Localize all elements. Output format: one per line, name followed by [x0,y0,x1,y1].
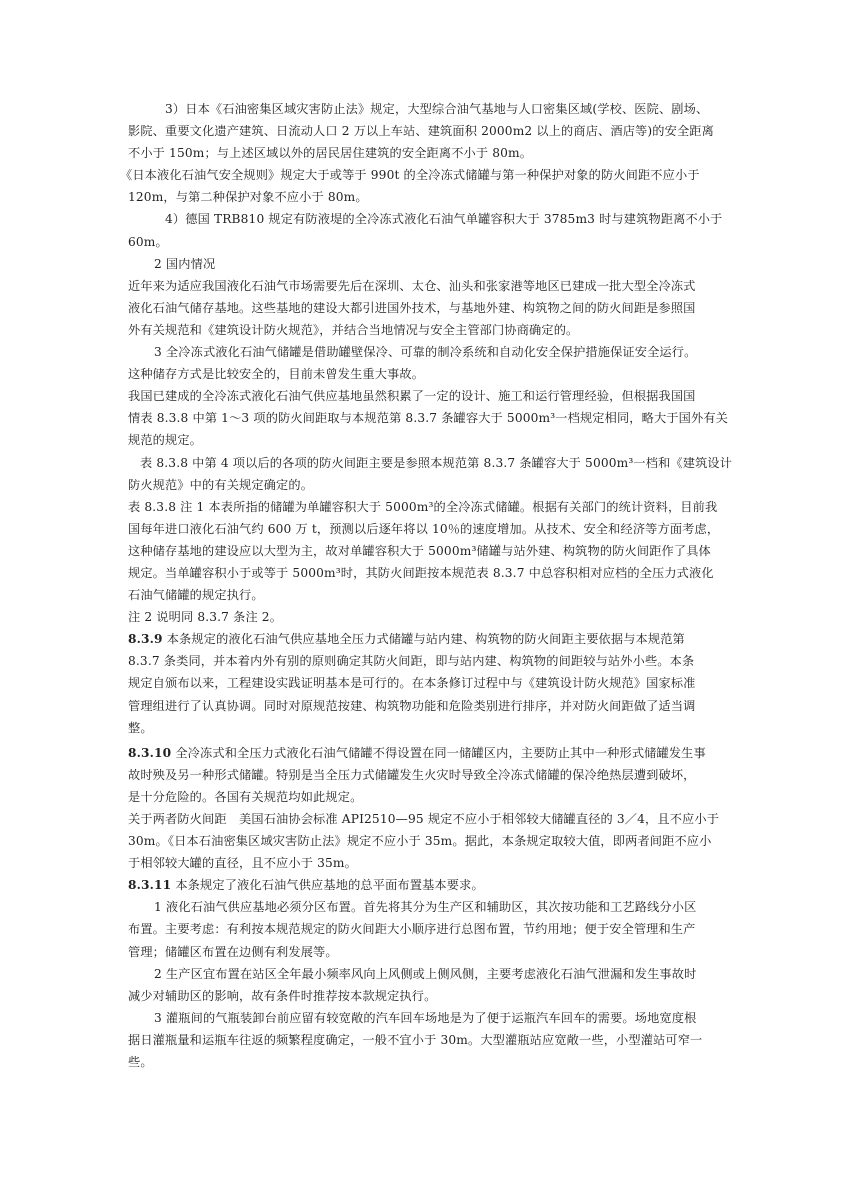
text-line: 注 2 说明同 8.3.7 条注 2。 [128,610,283,625]
text-line: 故时殃及另一种形式储罐。特别是当全压力式储罐发生火灾时导致全冷冻式储罐的保冷绝热层遭到破坏， [128,767,696,782]
clause-line [128,742,728,764]
text-line: 8.3.7 条类同，并本着内外有别的原则确定其防火间距，即与站内建、构筑物的间距较与站外小些。本条 [128,654,695,669]
clause-line [128,628,728,650]
text-line: 全冷冻式和全压力式液化石油气储罐不得设置在同一储罐区内，主要防止其中一种形式储罐发生事 [175,745,706,760]
text-line: 石油气储罐的规定执行。 [128,588,264,603]
text-line: 4）德国 TRB810 规定有防液堤的全冷冻式液化石油气单罐容积大于 3785m3 时与建筑物距离不小于 [165,212,723,227]
text-line: 整。 [128,720,153,735]
text-line: 外有关规范和《建筑设计防火规范》，并结合当地情况与安全主管部门协商确定的。 [128,322,579,337]
text-line: 不小于 150m；与上述区域以外的居民居住建筑的安全距离不小于 80m。 [128,146,533,161]
text-line: 这种储存基地的建设应以大型为主，故对单罐容积大于 5000m³储罐与站外建、构筑物的防火间距作了具体 [128,543,711,558]
text-line: 《日本液化石油气安全规则》规定大于或等于 990t 的全冷冻式储罐与第一种保护对象的防火间距不应小于 [120,168,700,183]
clause-line [128,874,728,896]
text-line: 规定自颁布以来，工程建设实践证明基本是可行的。在本条修订过程中与《建筑设计防火规范》国家标准 [128,676,696,691]
text-line: 本条规定的液化石油气供应基地全压力式储罐与站内建、构筑物的防火间距主要依据与本规范第 [166,632,685,647]
text-line: 是十分危险的。各国有关规范均如此规定。 [128,789,363,804]
text-line: 于相邻较大罐的直径，且不应小于 35m。 [128,856,357,871]
text-line: 3）日本《石油密集区域灾害防止法》规定，大型综合油气基地与人口密集区域(学校、医院、剧场、 [165,102,709,116]
text-line: 120m，与第二种保护对象不应小于 80m。 [128,190,368,205]
text-line: 布置。主要考虑：有利按本规范规定的防火间距大小顺序进行总图布置，节约用地；便于安全管理和生产 [128,922,696,937]
text-line: 60m。 [128,234,168,249]
text-line: 3 灌瓶间的气瓶装卸台前应留有较宽敞的汽车回车场地是为了便于运瓶汽车回车的需要。场地宽度根 [154,1010,697,1025]
section-number: 8.3.9 [128,632,163,647]
text-line: 1 液化石油气供应基地必须分区布置。首先将其分为生产区和辅助区，其次按功能和工艺路线分小区 [154,900,697,915]
section-number: 8.3.11 [128,878,172,893]
text-line: 防火规范》中的有关规定确定的。 [128,477,314,492]
text-line: 据日灌瓶量和运瓶车往返的频繁程度确定，一般不宜小于 30m。大型灌瓶站应宽敞一些，小型灌站可窄一 [128,1032,703,1047]
text-line: 影院、重要文化遗产建筑、日流动人口 2 万以上车站、建筑面积 2000m2 以上的商店、酒店等)的安全距离 [128,124,714,139]
text-line: 2 生产区宜布置在站区全年最小频率风向上风侧或上侧风侧，主要考虑液化石油气泄漏和发生事故时 [154,966,697,981]
text-line: 表 8.3.8 中第 4 项以后的各项的防火间距主要是参照本规范第 8.3.7 条罐容大于 5000m³一档和《建筑设计 [140,455,733,470]
text-line: 管理组进行了认真协调。同时对原规范按建、构筑物功能和危险类别进行排序，并对防火间距做了适当调 [128,698,696,713]
text-line: 液化石油气储存基地。这些基地的建设大都引进国外技术，与基地外建、构筑物之间的防火间距是参照国 [128,300,696,315]
text-line: 2 国内情况 [154,256,216,271]
document-page [120,98,733,1073]
text-line: 规范的规定。 [128,433,203,448]
text-line: 本条规定了液化石油气供应基地的总平面布置基本要求。 [175,878,484,893]
text-line: 我国已建成的全冷冻式液化石油气供应基地虽然积累了一定的设计、施工和运行管理经验，但根据我国国 [128,389,696,404]
text-line: 近年来为适应我国液化石油气市场需要先后在深圳、太仓、汕头和张家港等地区已建成一批大型全冷冻式 [128,278,696,293]
text-line: 些。 [128,1055,153,1070]
text-line: 表 8.3.8 注 1 本表所指的储罐为单罐容积大于 5000m³的全冷冻式储罐。根据有关部门的统计资料，目前我 [128,499,718,514]
text-line: 情表 8.3.8 中第 1～3 项的防火间距取与本规范第 8.3.7 条罐容大于 5000m³一档规定相同，略大于国外有关 [128,411,729,426]
text-line: 30m。《日本石油密集区域灾害防止法》规定不应小于 35m。据此，本条规定取较大值，即两者间距不应小 [128,834,712,849]
text-line: 国每年进口液化石油气约 600 万 t，预测以后逐年将以 10％的速度增加。从技术、安全和经济等方面考虑， [128,521,720,536]
text-line: 这种储存方式是比较安全的，目前未曾发生重大事故。 [128,367,425,382]
text-line: 减少对辅助区的影响，故有条件时推荐按本款规定执行。 [128,988,437,1003]
section-number: 8.3.10 [128,745,172,760]
text-line: 管理；储罐区布置在边侧有利发展等。 [128,944,338,959]
text-line: 关于两者防火间距 美国石油协会标准 API2510—95 规定不应小于相邻较大储罐直径的 3／4，且不应小于 [128,812,720,826]
text-line: 3 全冷冻式液化石油气储罐是借助罐壁保冷、可靠的制冷系统和自动化安全保护措施保证安全运行。 [154,345,697,360]
text-line: 规定。当单罐容积小于或等于 5000m³时，其防火间距按本规范表 8.3.7 中总容积相对应档的全压力式液化 [128,565,714,580]
